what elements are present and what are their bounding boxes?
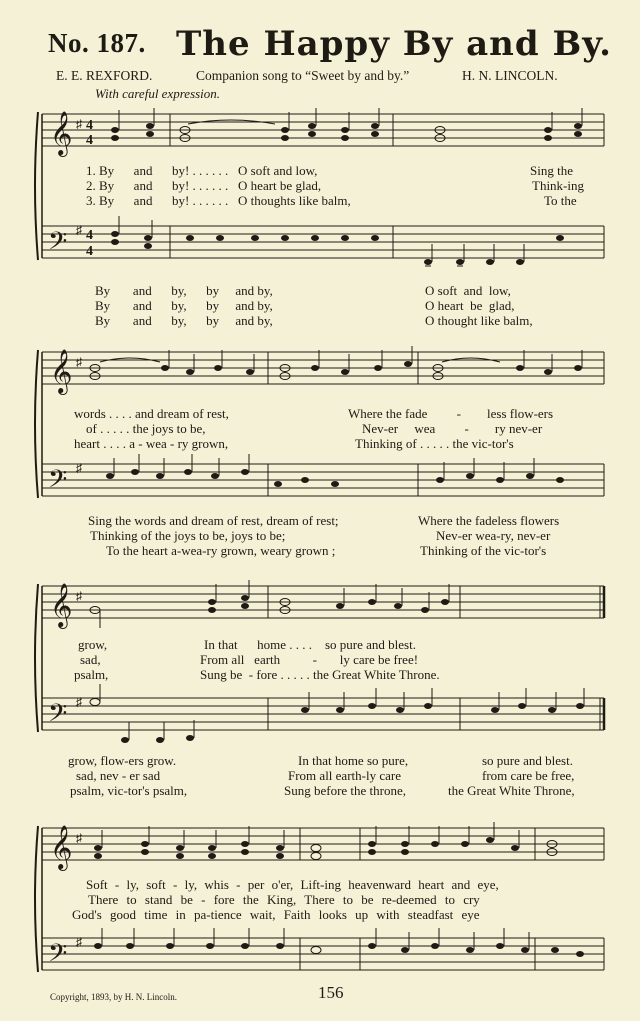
svg-text:4: 4 (86, 133, 93, 148)
system-2-lower-verse-2: Thinking of the joys to be, joys to be; (90, 528, 286, 543)
composer-credit: H. N. LINCOLN. (462, 68, 558, 83)
system-3-upper-verse-2: sad, (80, 652, 101, 667)
system-3-lower-verse-2: sad, nev - er sad (76, 768, 161, 783)
copyright-notice: Copyright, 1893, by H. N. Lincoln. (50, 992, 177, 1002)
svg-text:𝄢: 𝄢 (48, 699, 68, 734)
companion-note: Companion song to “Sweet by and by.” (196, 68, 410, 83)
svg-text:♯: ♯ (76, 589, 82, 603)
system-2-lower-verse-2-end: Nev-er wea-ry, nev-er (436, 528, 551, 543)
system-2-lower-verse-1-end: Where the fadeless flowers (418, 513, 560, 528)
system-1-lower-verse-2: By and by, by and by, (95, 298, 273, 313)
svg-text:4: 4 (86, 244, 93, 259)
system-2-upper-verse-1-b: Where the fade - less flow-ers (348, 406, 554, 421)
svg-text:𝄞: 𝄞 (50, 825, 73, 869)
svg-text:♯: ♯ (76, 695, 82, 709)
hymn-title: The Happy By and By. (176, 24, 612, 64)
svg-text:𝄞: 𝄞 (50, 583, 73, 627)
svg-text:4: 4 (86, 118, 93, 133)
svg-text:♯: ♯ (76, 461, 82, 475)
svg-text:4: 4 (86, 228, 93, 243)
system-2-upper-verse-1: words . . . . and dream of rest, (74, 406, 229, 421)
page-number: 156 (318, 983, 344, 1002)
system-3-lower-verse-3-b: Sung before the throne, (284, 783, 407, 798)
system-1-upper-verse-2: 2. By and by! . . . . . . O heart be glad, (86, 178, 322, 193)
system-4-upper-verse-1: Soft - ly, soft - ly, whis - per o'er, Lift-ing heavenward heart and eye, (86, 877, 499, 892)
system-1-lower-verse-2-end: O heart be glad, (425, 298, 515, 313)
system-4-upper-verse-2: There to stand be - fore the King, There to be re-deemed to cry (88, 892, 480, 907)
system-3-lower-verse-1-c: so pure and blest. (482, 753, 573, 768)
svg-text:♯: ♯ (76, 935, 82, 949)
svg-text:𝄢: 𝄢 (48, 227, 68, 262)
system-3-lower-verse-3: psalm, vic-tor's psalm, (70, 783, 188, 798)
system-1-upper-verse-1-end: Sing the (530, 163, 573, 178)
system-1-lower-verse-1-end: O soft and low, (425, 283, 511, 298)
system-2-upper-verse-2-b: Nev-er wea - ry nev-er (362, 421, 543, 436)
hymn-number: No. 187. (48, 28, 146, 58)
system-1-lower-verse-3-end: O thought like balm, (425, 313, 533, 328)
system-2-upper-verse-2: of . . . . . the joys to be, (86, 421, 206, 436)
system-3-upper-verse-3-b: Sung be - fore . . . . . the Great White Throne. (200, 667, 440, 682)
system-3-lower-verse-3-c: the Great White Throne, (448, 783, 575, 798)
system-3-lower-verse-2-b: From all earth-ly care (288, 768, 401, 783)
svg-text:𝄞: 𝄞 (50, 349, 73, 393)
svg-text:♯: ♯ (76, 355, 82, 369)
system-4-upper-verse-3: God's good time in pa-tience wait, Faith looks up with steadfast eye (72, 907, 480, 922)
system-1-lower-verse-1: By and by, by and by, (95, 283, 273, 298)
system-3-upper-verse-2-b: From all earth - ly care be free! (200, 652, 419, 667)
system-3-upper-verse-1: grow, (78, 637, 108, 652)
system-3-upper-verse-3: psalm, (74, 667, 109, 682)
svg-text:𝄢: 𝄢 (48, 939, 68, 974)
system-1-upper-verse-2-end: Think-ing (532, 178, 584, 193)
svg-text:𝄞: 𝄞 (50, 111, 73, 155)
system-3-upper-verse-1-b: In that home . . . . so pure and blest. (204, 637, 416, 652)
system-3-lower-verse-2-c: from care be free, (482, 768, 575, 783)
system-3-lower-verse-1-b: In that home so pure, (298, 753, 409, 768)
system-2-lower-verse-1: Sing the words and dream of rest, dream of rest; (88, 513, 339, 528)
system-1-upper-verse-3: 3. By and by! . . . . . . O thoughts like balm, (86, 193, 351, 208)
system-1-lower-verse-3: By and by, by and by, (95, 313, 273, 328)
system-3-lower-verse-1: grow, flow-ers grow. (68, 753, 177, 768)
svg-text:𝄢: 𝄢 (48, 465, 68, 500)
author-credit: E. E. REXFORD. (56, 68, 153, 83)
expression-mark: With careful expression. (95, 86, 221, 101)
system-2-upper-verse-3-b: Thinking of . . . . . the vic-tor's (355, 436, 514, 451)
system-2-lower-verse-3-end: Thinking of the vic-tor's (420, 543, 547, 558)
system-1-upper-verse-3-end: To the (544, 193, 577, 208)
system-2-upper-verse-3: heart . . . . a - wea - ry grown, (74, 436, 229, 451)
svg-text:♯: ♯ (76, 117, 82, 131)
svg-text:♯: ♯ (76, 831, 82, 845)
system-1-upper-verse-1: 1. By and by! . . . . . . O soft and low, (86, 163, 318, 178)
svg-text:♯: ♯ (76, 223, 82, 237)
system-2-lower-verse-3: To the heart a-wea-ry grown, weary grown ; (106, 543, 336, 558)
